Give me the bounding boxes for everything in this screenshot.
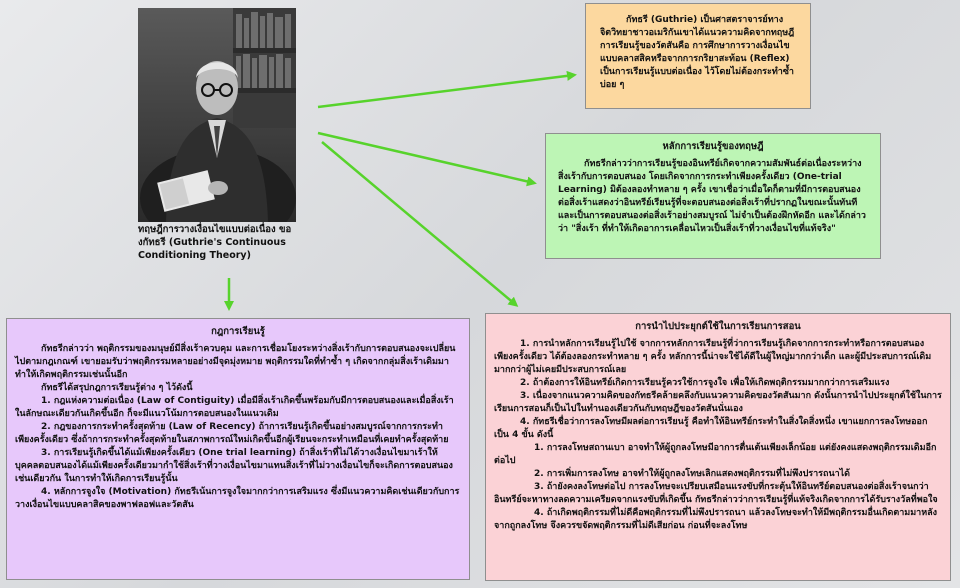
- guthrie-portrait-photo: [138, 8, 296, 222]
- intro-text: กัทธรี (Guthrie) เป็นศาสตราจารย์ทางจิตวิทยาชาวอเมริกันเขาได้แนวความคิดจากทฤษฎีการเรียนรู้ของวัตสันคือ การศึกษาการวางเงื่อนไขแบบคลาสสิคหรือจากการกริยาสะท้อน (Reflex) เป็นการเรียนรู้แบบต่อเนื่อง ไว้โดยไม่ต้องกระทำซ้ำบ่อย ๆ: [600, 15, 795, 91]
- law-item: 2. กฎของการกระทำครั้งสุดท้าย (Law of Recency) ถ้าการเรียนรู้เกิดขึ้นอย่างสมบูรณ์จากการกระทำเพียงครั้งเดียว ซึ่งถ้าการกระทำครั้งสุดท้ายในสภาพการณ์ใหม่เกิดขึ้นอีกผู้เรียนจะกระทำเหมือนที่เคยทำครั้งสุดท้าย: [15, 422, 449, 446]
- arrow-to-intro: [318, 75, 574, 107]
- law-item: 4. หลักการจูงใจ (Motivation) กัทธรีเน้นการจูงใจมากกว่าการเสริมแรง ซึ่งมีแนวความคิดเช่นเดียวกับการวางเงื่อนไขแบบคลาสิคของพาฟลอฟและวัตสัน: [15, 487, 460, 511]
- application-item: 2. ถ้าต้องการให้อินทรีย์เกิดการเรียนรู้ควรใช้การจูงใจ เพื่อให้เกิดพฤติกรรมมากกว่าการเสริมแรง: [520, 377, 890, 388]
- application-item: 3. เนื่องจากแนวความคิดของกัทธรีคล้ายคลึงกับแนวความคิดของวัตสันมาก ดังนั้นการนำไปประยุกต์ใช้ในการเรียนการสอนก็เป็นไปในทำนองเดียวกันกับทฤษฎีของวัตสันนั่นเอง: [494, 390, 942, 414]
- application-box: [485, 313, 951, 581]
- arrow-to-application: [322, 142, 516, 305]
- intro-box: [585, 3, 811, 109]
- arrow-to-principle: [318, 133, 534, 183]
- principle-title: หลักการเรียนรู้ของทฤษฎี: [662, 141, 764, 152]
- law-item: 3. การเรียนรู้เกิดขึ้นได้แม้เพียงครั้งเดียว (One trial learning) ถ้าสิ่งเร้าที่ไม่ได้วางเงื่อนไขมาเร้าให้บุคคลตอบสนองได้แม้เพียงครั้งเดียวมากำใช้สิ่งเร้าที่วางเงื่อนไขมาแทนสิ่งเร้าที่ไม่วางเงื่อนไขก็จะเกิดการตอบสนองเช่นเดียวกัน ในการทำให้เกิดการเรียนรู้นั้น: [15, 448, 453, 485]
- laws-box: [6, 318, 470, 580]
- punishment-step: 3. ถ้ายังคงลงโทษต่อไป การลงโทษจะเปรียบเสมือนแรงขับที่กระตุ้นให้อินทรีย์ตอบสนองต่อสิ่งเร้าจนกว่าอินทรีย์จะหาทางลดความเครียดจากแรงขับที่เกิดขึ้น กัทธรีกล่าวว่าการเรียนรู้ที่แท้จริงเกิดจากการได้รับรางวัลที่พอใจ: [494, 482, 938, 506]
- principle-box: [545, 133, 881, 259]
- punishment-step: 4. ถ้าเกิดพฤติกรรมที่ไม่ดีคือพฤติกรรมที่ไม่พึงปรารถนา แล้วลงโทษจะทำให้มีพฤติกรรมอื่นเกิดตามมาหลังจากถูกลงโทษ จึงควรขจัดพฤติกรรมที่ไม่ดีเสียก่อน ก่อนที่จะลงโทษ: [494, 508, 938, 532]
- principle-text: กัทธรีกล่าวว่าการเรียนรู้ของอินทรีย์เกิดจากความสัมพันธ์ต่อเนื่องระหว่างสิ่งเร้ากับการตอบสนอง โดยเกิดจากการกระทำเพียงครั้งเดียว (One-trial Learning) มิต้องลองทำหลาย ๆ ครั้ง เขาเชื่อว่าเมื่อใดก็ตามที่มีการตอบสนองต่อสิ่งเร้าแสดงว่าอินทรีย์เรียนรู้ที่จะตอบสนองต่อสิ่งเร้าที่ปรากฏในขณะนั้นทันที และเป็นการตอบสนองต่อสิ่งเร้าอย่างสมบูรณ์ ไม่จำเป็นต้องฝึกหัดอีก และได้กล่าวว่า "สิ่งเร้า ที่ทำให้เกิดอาการเคลื่อนไหวเป็นสิ่งเร้าที่วางเงื่อนไขที่แท้จริง": [558, 158, 866, 234]
- application-item: 1. การนำหลักการเรียนรู้ไปใช้ จากการหลักการเรียนรู้ที่ว่าการเรียนรู้เกิดจากการกระทำหรือการตอบสนองเพียงครั้งเดียว ได้ต้องลองกระทำหลาย ๆ ครั้ง หลักการนี้น่าจะใช้ได้ดีในผู้ใหญ่มากกว่าเด็ก และผู้มีประสบการณ์เดิมมากกว่าผู้ไม่เคยมีประสบการณ์เลย: [494, 338, 932, 375]
- laws-summary: กัทธรีได้สรุปกฎการเรียนรู้ต่าง ๆ ไว้ดังนี้: [41, 382, 193, 393]
- law-item: 1. กฎแห่งความต่อเนื่อง (Law of Contiguity) เมื่อมีสิ่งเร้าเกิดขึ้นพร้อมกับมีการตอบสนองและเมื่อสิ่งเร้าในลักษณะเดียวกันเกิดขึ้นอีก ก็จะมีแนวโน้มการตอบสนองในแนวเดิม: [15, 395, 454, 419]
- laws-intro: กัทธรีกล่าวว่า พฤติกรรมของมนุษย์มีสิ่งเร้าควบคุม และการเชื่อมโยงระหว่างสิ่งเร้ากับการตอบสนองจะเปลี่ยนไปตามกฎเกณฑ์ เขายอมรับว่าพฤติกรรมหลายอย่างมีจุดมุ่งหมาย พฤติกรรมใดที่ทำซ้ำ ๆ เกิดจากกลุ่มสิ่งเร้าเดิมมาทำให้เกิดพฤติกรรมเช่นนั้นอีก: [15, 343, 456, 380]
- application-item: 4. กัทธรีเชื่อว่าการลงโทษมีผลต่อการเรียนรู้ คือทำให้อินทรีย์กระทำในสิ่งใดสิ่งหนึ่ง เขาแยกการลงโทษออกเป็น 4 ขั้น ดังนี้: [494, 417, 928, 441]
- application-title: การนำไปประยุกต์ใช้ในการเรียนการสอน: [635, 321, 801, 332]
- laws-title: กฎการเรียนรู้: [211, 326, 265, 337]
- photo-caption: ทฤษฎีการวางเงื่อนไขแบบต่อเนื่อง ของกัทธรี (Guthrie's Continuous Conditioning Theory): [138, 224, 292, 261]
- punishment-step: 2. การเพิ่มการลงโทษ อาจทำให้ผู้ถูกลงโทษเลิกแสดงพฤติกรรมที่ไม่พึงปรารถนาได้: [534, 469, 851, 480]
- punishment-step: 1. การลงโทษสถานเบา อาจทำให้ผู้ถูกลงโทษมีอาการตื่นเต้นเพียงเล็กน้อย แต่ยังคงแสดงพฤติกรรมเดิมอีกต่อไป: [494, 443, 937, 467]
